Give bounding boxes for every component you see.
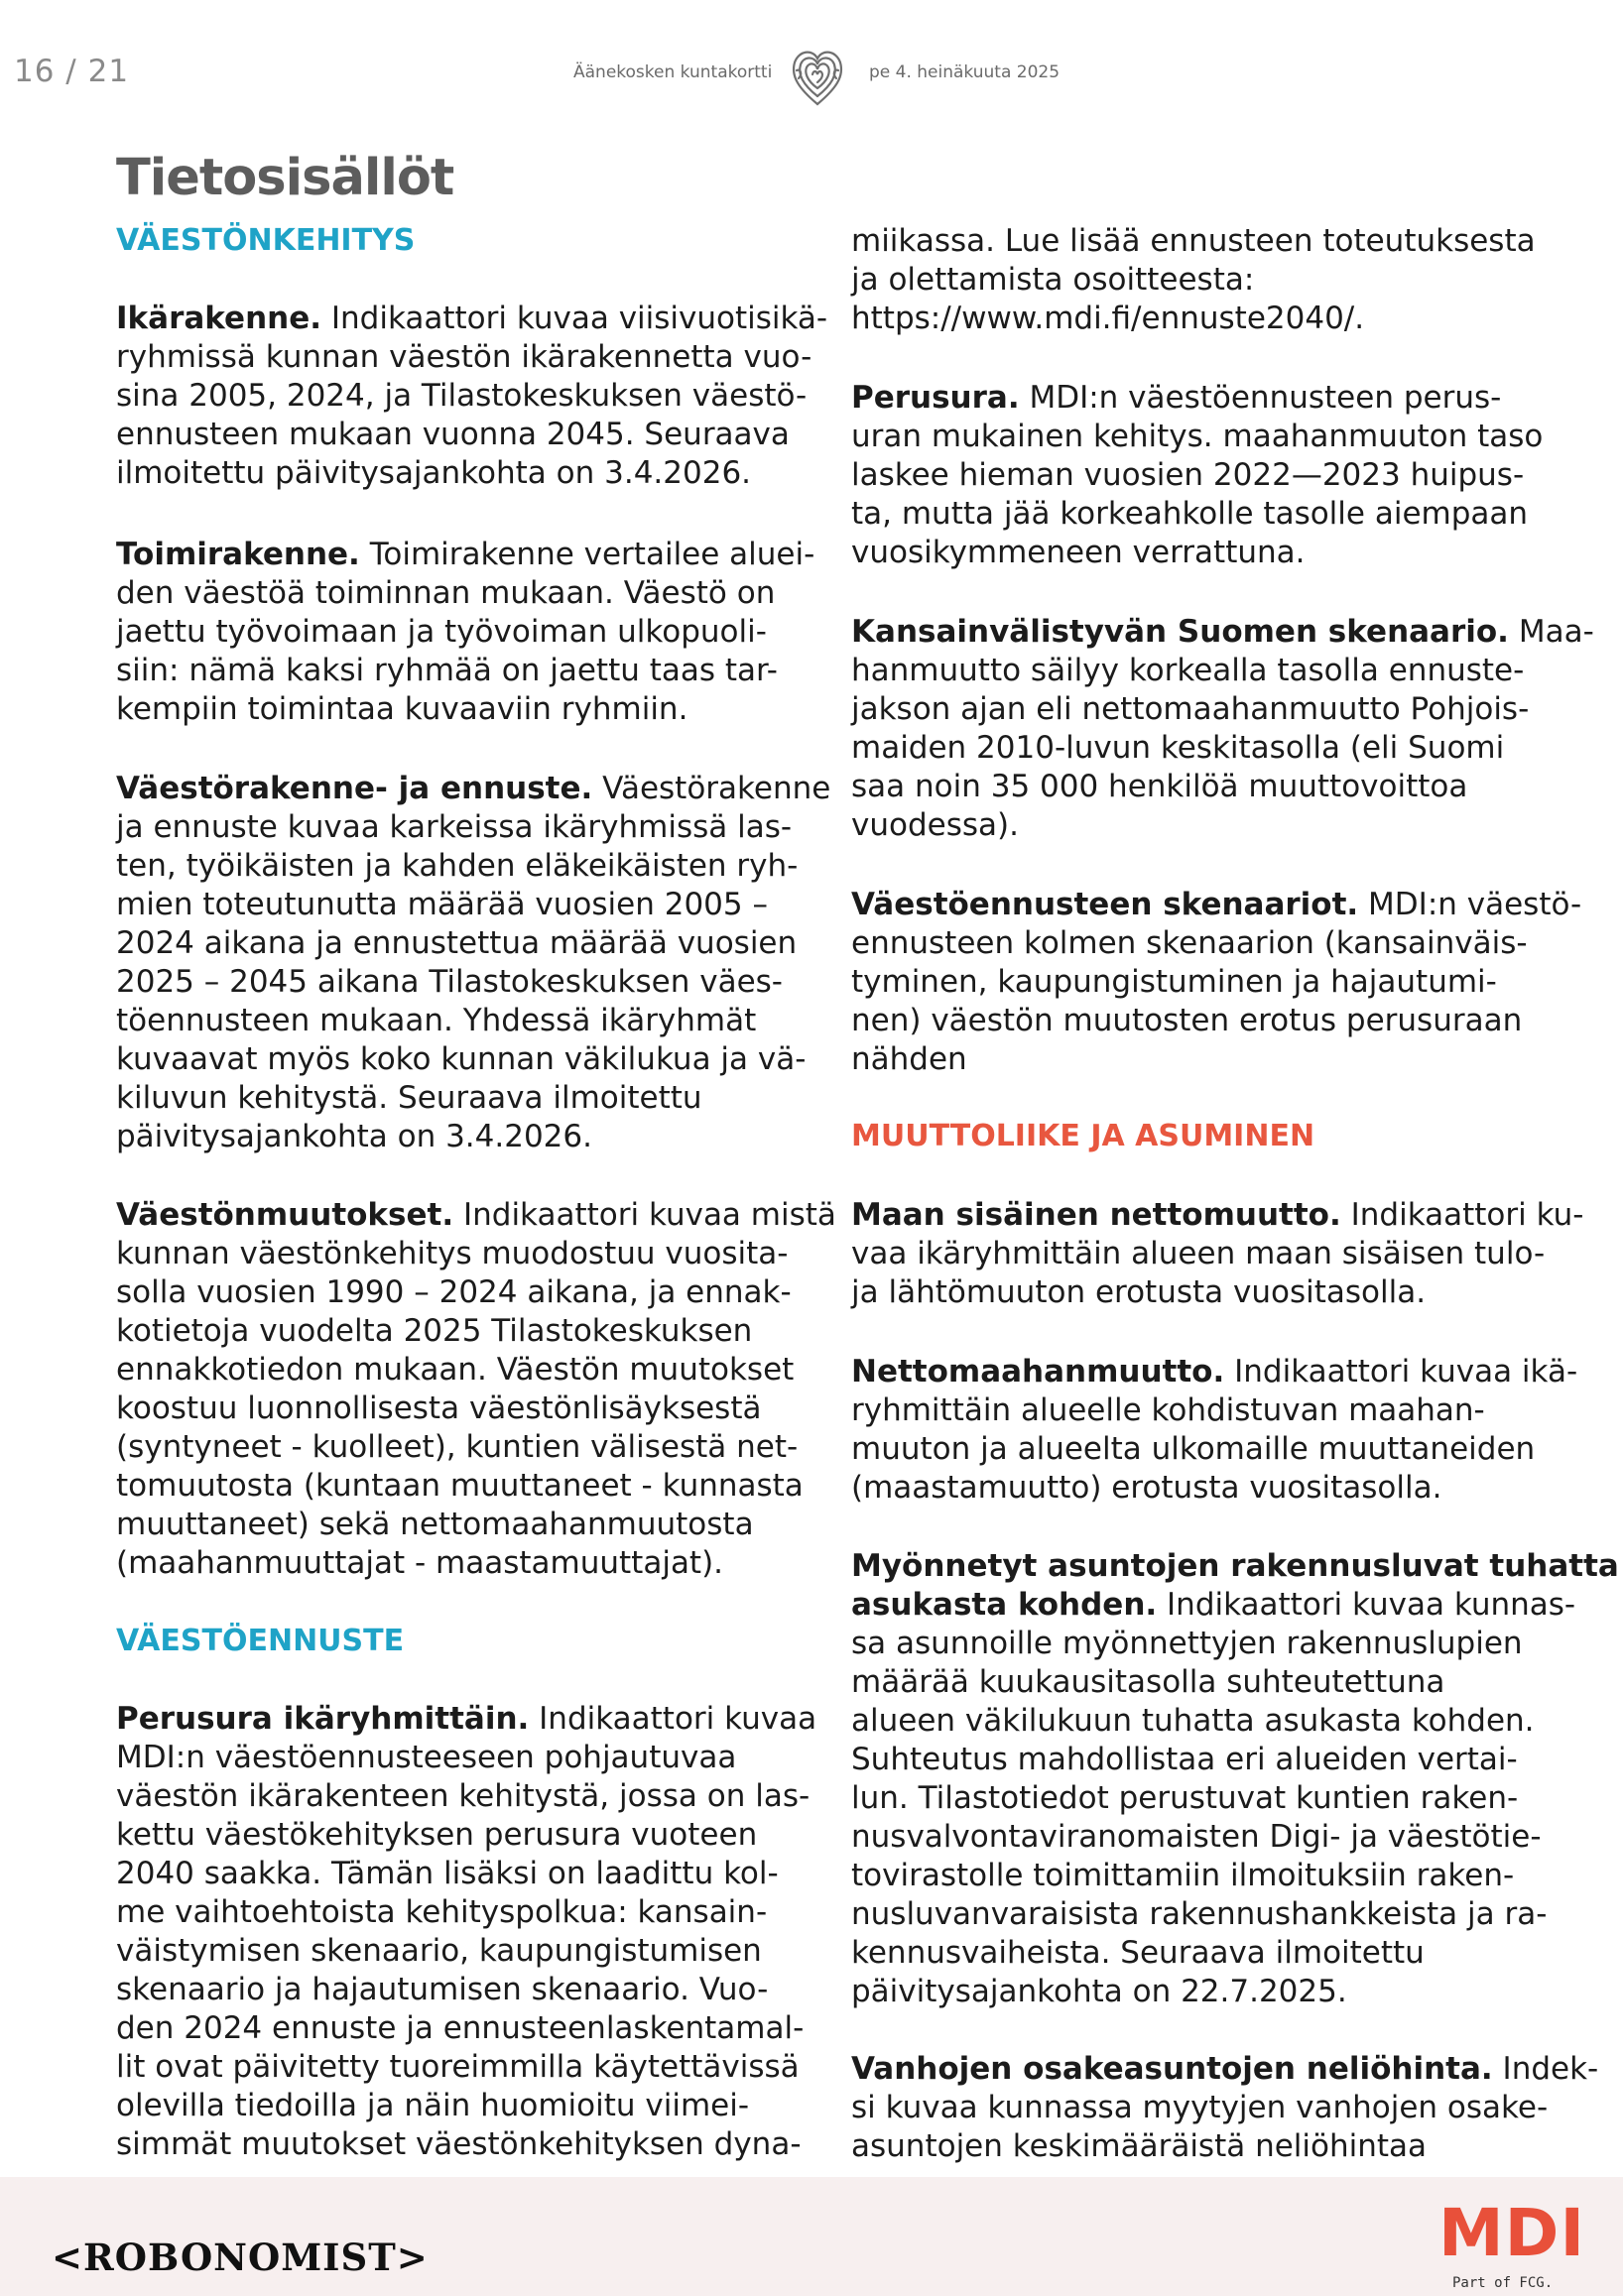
paragraph-line: kempiin toimintaa kuvaaviin ryhmiin. <box>116 691 688 727</box>
section-heading-vaestoennuste: VÄESTÖENNUSTE <box>116 1624 405 1658</box>
paragraph-line: Indikaattori kuvaa kunnas- <box>1157 1587 1576 1623</box>
paragraph-lead: Väestörakenne- ja ennuste. <box>116 771 593 806</box>
paragraph-vaestonmuutokset <box>116 1196 836 1583</box>
paragraph-ikarakenne <box>116 300 827 493</box>
paragraph-line: lun. Tilastotiedot perustuvat kuntien raken- <box>851 1780 1519 1816</box>
paragraph-line: muuttaneet) sekä nettomaahanmuutosta <box>116 1507 754 1542</box>
paragraph-line: Indikaattori kuvaa viisivuotisikä- <box>321 301 828 336</box>
paragraph-line: nähden <box>851 1041 967 1077</box>
paragraph-line: https://www.mdi.fi/ennuste2040/. <box>851 301 1365 336</box>
paragraph-line: töennusteen mukaan. Yhdessä ikäryhmät <box>116 1003 757 1038</box>
paragraph-lead: asukasta kohden. <box>851 1587 1158 1623</box>
paragraph-line: määrää kuukausitasolla suhteutettuna <box>851 1664 1445 1700</box>
paragraph-line: (maastamuutto) erotusta vuositasolla. <box>851 1470 1442 1506</box>
paragraph-line: Indikaattori kuvaa <box>529 1701 817 1737</box>
paragraph-line: Suhteutus mahdollistaa eri alueiden vertai- <box>851 1742 1518 1777</box>
paragraph-line: Indikaattori kuvaa ikä- <box>1224 1354 1578 1390</box>
paragraph-line: laskee hieman vuosien 2022—2023 huipus- <box>851 457 1525 493</box>
paragraph-line: tomuutosta (kuntaan muuttaneet - kunnasta <box>116 1468 804 1504</box>
paragraph-toimirakenne <box>116 536 814 729</box>
paragraph-line: Indikaattori kuvaa mistä <box>453 1197 836 1233</box>
paragraph-line: kiluvun kehitystä. Seuraava ilmoitettu <box>116 1080 702 1116</box>
paragraph-line: kettu väestökehityksen perusura vuoteen <box>116 1817 758 1853</box>
paragraph-line: ja olettamista osoitteesta: <box>851 262 1255 298</box>
paragraph-line: nen) väestön muutosten erotus perusuraan <box>851 1003 1523 1038</box>
paragraph-lead: Toimirakenne. <box>116 537 360 572</box>
paragraph-line: den väestöä toiminnan mukaan. Väestö on <box>116 575 776 611</box>
document-date: pe 4. heinäkuuta 2025 <box>869 62 1061 82</box>
paragraph-line: siin: nämä kaksi ryhmää on jaettu taas tar- <box>116 653 778 688</box>
paragraph-line: hanmuutto säilyy korkealla tasolla ennuste- <box>851 653 1525 688</box>
paragraph-line: si kuvaa kunnassa myytyjen vanhojen osake- <box>851 2090 1549 2125</box>
paragraph-line: MDI:n väestöennusteen perus- <box>1019 380 1502 416</box>
paragraph-line: asuntojen keskimääräistä neliöhintaa <box>851 2128 1428 2164</box>
paragraph-line: kunnan väestönkehitys muodostuu vuosita- <box>116 1236 789 1271</box>
paragraph-lead: Ikärakenne. <box>116 301 322 336</box>
paragraph-line: sina 2005, 2024, ja Tilastokeskuksen väestö- <box>116 378 808 414</box>
paragraph-line: ryhmissä kunnan väestön ikärakennetta vuo- <box>116 339 812 375</box>
paragraph-line: MDI:n väestöennusteeseen pohjautuvaa <box>116 1740 737 1775</box>
paragraph-lead: Vanhojen osakeasuntojen neliöhinta. <box>851 2051 1493 2087</box>
paragraph-line: nusluvanvaraisista rakennushankkeista ja ra- <box>851 1896 1548 1932</box>
paragraph-lead: Maan sisäinen nettomuutto. <box>851 1197 1341 1233</box>
paragraph-line: Indikaattori ku- <box>1340 1197 1584 1233</box>
paragraph-line: vaa ikäryhmittäin alueen maan sisäisen tulo- <box>851 1236 1546 1271</box>
paragraph-line: uran mukainen kehitys. maahanmuuton taso <box>851 419 1544 454</box>
paragraph-nettomaahanmuutto <box>851 1353 1577 1508</box>
paragraph-lead: Kansainvälistyvän Suomen skenaario. <box>851 614 1509 650</box>
mdi-logo-subtitle: Part of FCG. <box>1452 2275 1554 2291</box>
paragraph-line: solla vuosien 1990 – 2024 aikana, ja ennak- <box>116 1274 792 1310</box>
paragraph-line: väestön ikärakenteen kehitystä, jossa on las- <box>116 1778 811 1814</box>
paragraph-line: kennusvaiheista. Seuraava ilmoitettu <box>851 1935 1425 1971</box>
paragraph-line: päivitysajankohta on 3.4.2026. <box>116 1119 592 1154</box>
paragraph-line: skenaario ja hajautumisen skenaario. Vuo- <box>116 1972 769 2007</box>
paragraph-line: koostuu luonnollisesta väestönlisäyksestä <box>116 1390 762 1426</box>
paragraph-line: tyminen, kaupungistuminen ja hajautumi- <box>851 964 1497 1000</box>
paragraph-line: saa noin 35 000 henkilöä muuttovoittoa <box>851 769 1468 804</box>
paragraph-continued <box>851 222 1536 338</box>
paragraph-line: (maahanmuuttajat - maastamuuttajat). <box>116 1545 724 1581</box>
paragraph-line: sa asunnoille myönnettyjen rakennuslupien <box>851 1626 1523 1661</box>
paragraph-line: olevilla tiedoilla ja näin huomioitu viimei- <box>116 2088 750 2123</box>
paragraph-line: ten, työikäisten ja kahden eläkeikäisten ryh- <box>116 848 799 884</box>
paragraph-line: 2040 saakka. Tämän lisäksi on laadittu kol- <box>116 1856 779 1891</box>
paragraph-line: vuosikymmeneen verrattuna. <box>851 535 1306 570</box>
paragraph-line: Väestörakenne <box>592 771 831 806</box>
paragraph-line: kotietoja vuodelta 2025 Tilastokeskuksen <box>116 1313 753 1349</box>
paragraph-rakennusluvat <box>851 1547 1619 2011</box>
page-title: Tietosisällöt <box>116 149 454 207</box>
paragraph-perusura-ikaryhmittain <box>116 1700 816 2164</box>
paragraph-line: väistymisen skenaario, kaupungistumisen <box>116 1933 762 1969</box>
paragraph-line: ryhmittäin alueelle kohdistuvan maahan- <box>851 1392 1485 1428</box>
paragraph-line: jaettu työvoimaan ja työvoiman ulkopuoli- <box>116 614 767 650</box>
paragraph-vaestoennusteen-skenaariot <box>851 886 1581 1079</box>
paragraph-line: ilmoitettu päivitysajankohta on 3.4.2026. <box>116 455 752 491</box>
paragraph-line: ennusteen kolmen skenaarion (kansainväis- <box>851 925 1528 961</box>
paragraph-line: muuton ja alueelta ulkomaille muuttaneiden <box>851 1431 1536 1467</box>
paragraph-line: vuodessa). <box>851 807 1019 843</box>
paragraph-line: miikassa. Lue lisää ennusteen toteutuksesta <box>851 223 1536 259</box>
paragraph-maan-sisainen-nettomuutto <box>851 1196 1583 1312</box>
paragraph-lead: Väestöennusteen skenaariot. <box>851 887 1359 922</box>
paragraph-line: tovirastolle toimittamiin ilmoituksiin raken- <box>851 1858 1515 1893</box>
paragraph-kansainvalistyvan-suomen-skenaario <box>851 613 1594 845</box>
paragraph-line: (syntyneet - kuolleet), kuntien välisestä net- <box>116 1429 799 1465</box>
paragraph-lead: Myönnetyt asuntojen rakennusluvat tuhatta <box>851 1548 1619 1584</box>
paragraph-line: simmät muutokset väestönkehityksen dyna- <box>116 2126 802 2162</box>
paragraph-line: Toimirakenne vertailee aluei- <box>359 537 815 572</box>
paragraph-lead: Perusura ikäryhmittäin. <box>116 1701 530 1737</box>
page-number: 16 / 21 <box>14 54 130 89</box>
mdi-logo: MDI <box>1438 2195 1586 2271</box>
paragraph-line: 2025 – 2045 aikana Tilastokeskuksen väes- <box>116 964 783 1000</box>
paragraph-line: maiden 2010-luvun keskitasolla (eli Suomi <box>851 730 1505 766</box>
fingerprint-heart-icon <box>787 45 848 109</box>
paragraph-line: ja lähtömuuton erotusta vuositasolla. <box>851 1274 1427 1310</box>
paragraph-line: jakson ajan eli nettomaahanmuutto Pohjois- <box>851 691 1530 727</box>
paragraph-line: mien toteutunutta määrää vuosien 2005 – <box>116 887 768 922</box>
section-heading-vaestonkehitys: VÄESTÖNKEHITYS <box>116 223 416 258</box>
paragraph-line: ennusteen mukaan vuonna 2045. Seuraava <box>116 417 790 452</box>
paragraph-lead: Väestönmuutokset. <box>116 1197 454 1233</box>
document-title: Äänekosken kuntakortti <box>573 62 773 82</box>
paragraph-vaestorakenne <box>116 770 830 1156</box>
paragraph-vanhojen-osakeasuntojen-neliohinta <box>851 2050 1598 2166</box>
paragraph-line: MDI:n väestö- <box>1358 887 1582 922</box>
paragraph-lead: Perusura. <box>851 380 1020 416</box>
paragraph-lead: Nettomaahanmuutto. <box>851 1354 1225 1390</box>
paragraph-line: ennakkotiedon mukaan. Väestön muutokset <box>116 1352 795 1388</box>
section-heading-muuttoliike-ja-asuminen: MUUTTOLIIKE JA ASUMINEN <box>851 1119 1315 1153</box>
paragraph-line: ta, mutta jää korkeahkolle tasolle aiempaan <box>851 496 1529 532</box>
paragraph-line: kuvaavat myös koko kunnan väkilukua ja vä- <box>116 1041 807 1077</box>
paragraph-perusura <box>851 379 1543 572</box>
robonomist-logo: <ROBONOMIST> <box>52 2236 429 2279</box>
paragraph-line: päivitysajankohta on 22.7.2025. <box>851 1974 1347 2009</box>
paragraph-line: alueen väkilukuun tuhatta asukasta kohden. <box>851 1703 1535 1739</box>
paragraph-line: me vaihtoehtoista kehityspolkua: kansain- <box>116 1894 768 1930</box>
paragraph-line: lit ovat päivitetty tuoreimmilla käytettävissä <box>116 2049 800 2085</box>
paragraph-line: den 2024 ennuste ja ennusteenlaskentamal- <box>116 2010 805 2046</box>
paragraph-line: ja ennuste kuvaa karkeissa ikäryhmissä las- <box>116 809 793 845</box>
paragraph-line: Indek- <box>1492 2051 1599 2087</box>
paragraph-line: nusvalvontaviranomaisten Digi- ja väestötie- <box>851 1819 1542 1855</box>
paragraph-line: 2024 aikana ja ennustettua määrää vuosien <box>116 925 798 961</box>
page-header <box>0 0 1623 119</box>
paragraph-line: Maa- <box>1508 614 1594 650</box>
